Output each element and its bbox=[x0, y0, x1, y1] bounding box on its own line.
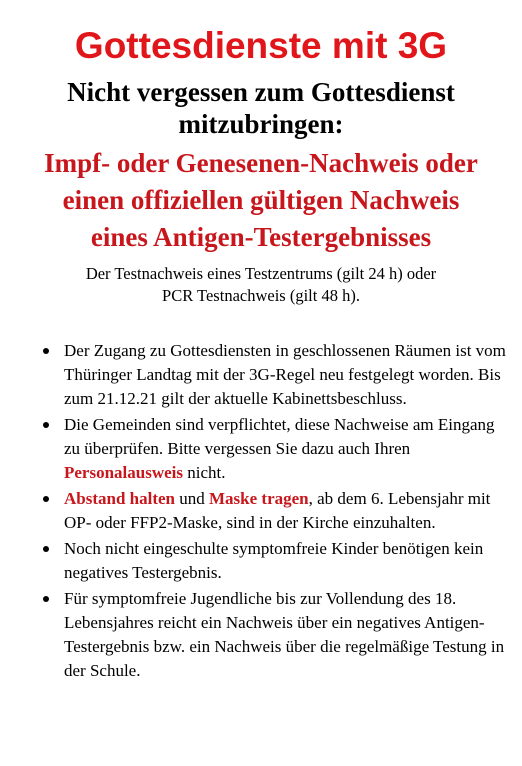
requirement-line-2: einen offiziellen gültigen Nachweis bbox=[62, 185, 460, 215]
rules-list bbox=[14, 339, 508, 683]
emphasis-maske: Maske tragen bbox=[209, 489, 309, 508]
list-item-text-end: nicht. bbox=[183, 463, 226, 482]
list-item-text-end: , ab dem 6. Lebensjahr mit OP- oder FFP2-Maske, sind in der Kirche einzuhalten. bbox=[64, 489, 491, 532]
list-item-text: Die Gemeinden sind verpflichtet, diese Nachweise am Eingang zu überprüfen. Bitte vergessen Sie dazu auch Ihren bbox=[64, 415, 495, 458]
list-item-text: Noch nicht eingeschulte symptomfreie Kinder benötigen kein negatives Testergebnis. bbox=[64, 539, 484, 582]
list-item-text: Der Zugang zu Gottesdiensten in geschlossenen Räumen ist vom Thüringer Landtag mit der 3G-Regel neu festgelegt worden. Bis zum 21.12.21 gilt der aktuelle Kabinettsbeschluss. bbox=[64, 341, 506, 408]
list-item-text: Für symptomfreie Jugendliche bis zur Vollendung des 18. Lebensjahres reicht ein Nachweis über ein negatives Antigen-Testergebnis bzw. ein Nachweis über die regelmäßige Testung in der Schule. bbox=[64, 589, 505, 680]
list-item bbox=[64, 339, 508, 411]
subtitle bbox=[14, 76, 508, 140]
note-line-2: PCR Testnachweis (gilt 48 h). bbox=[162, 286, 360, 305]
note-line-1: Der Testnachweis eines Testzentrums (gilt 24 h) oder bbox=[85, 264, 437, 283]
emphasis-personalausweis: Personalausweis bbox=[64, 463, 183, 482]
list-item bbox=[64, 487, 508, 535]
subtitle-line-1: Nicht vergessen zum Gottesdienst bbox=[67, 77, 455, 107]
bullet-icon bbox=[43, 348, 49, 354]
list-item bbox=[64, 587, 508, 683]
bullet-icon bbox=[43, 496, 49, 502]
page-title: Gottesdienste mit 3G bbox=[74, 25, 448, 66]
list-item-text-mid: und bbox=[175, 489, 210, 508]
requirement-text bbox=[14, 145, 508, 256]
bullet-icon bbox=[43, 422, 49, 428]
bullet-icon bbox=[43, 596, 49, 602]
list-item bbox=[64, 413, 508, 485]
requirement-line-1: Impf- oder Genesenen-Nachweis oder bbox=[44, 148, 478, 178]
test-validity-note bbox=[14, 263, 508, 307]
subtitle-line-2: mitzubringen: bbox=[178, 109, 344, 139]
emphasis-abstand: Abstand halten bbox=[64, 489, 176, 508]
requirement-line-3: eines Antigen-Testergebnisses bbox=[90, 222, 432, 252]
list-item bbox=[64, 537, 508, 585]
bullet-icon bbox=[43, 546, 49, 552]
